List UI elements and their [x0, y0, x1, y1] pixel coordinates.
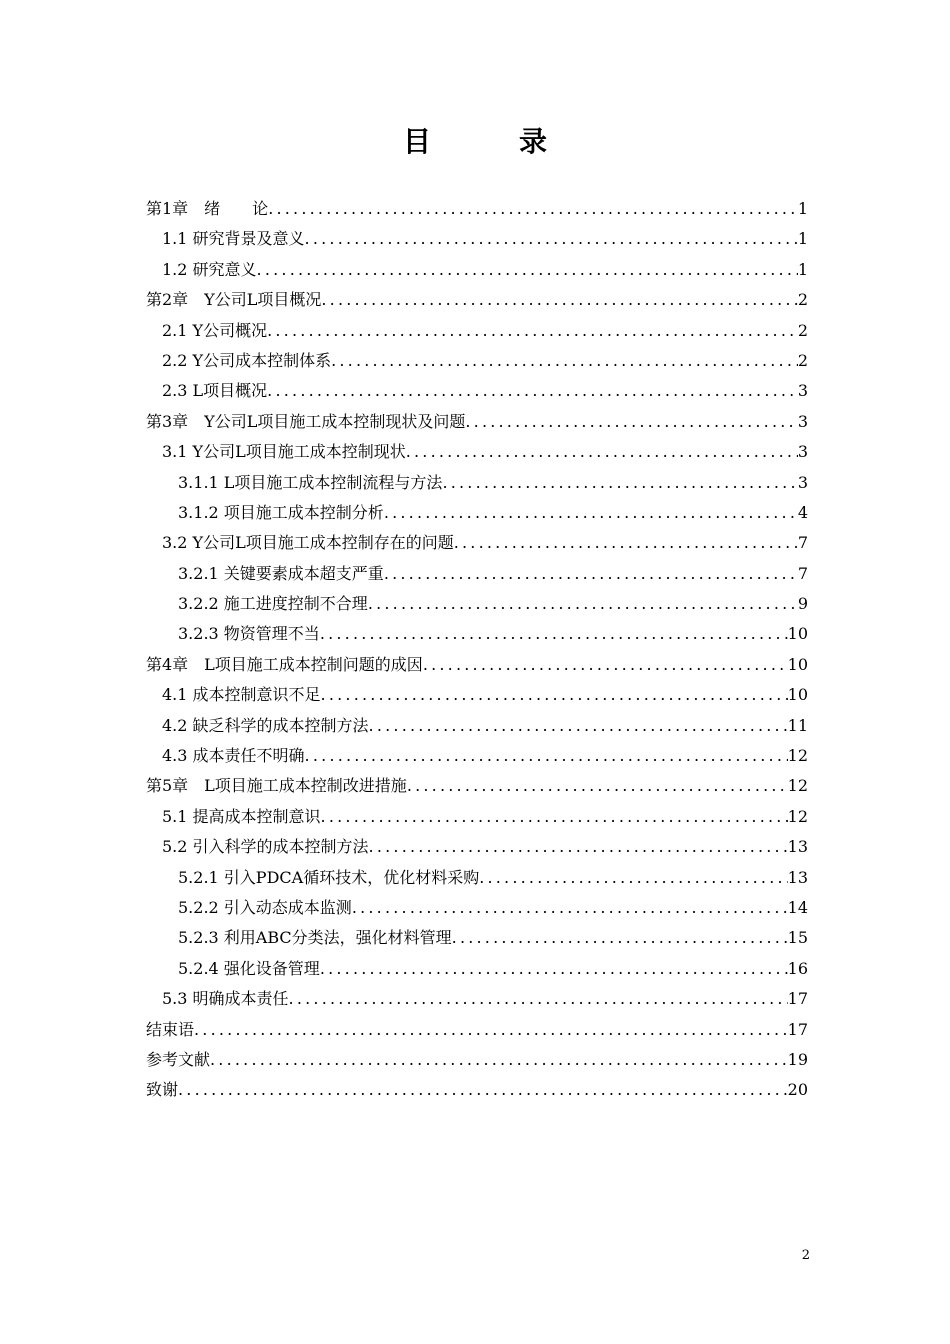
toc-leader-dots [320, 619, 788, 649]
toc-entry[interactable] [146, 650, 808, 680]
toc-entry[interactable] [146, 863, 808, 893]
toc-leader-dots [465, 407, 797, 437]
toc-entry-page: 7 [797, 533, 808, 553]
toc-entry[interactable] [146, 437, 808, 467]
toc-entry[interactable] [146, 893, 808, 923]
toc-entry-page: 13 [787, 867, 808, 887]
toc-entry[interactable] [146, 771, 808, 801]
toc-entry-page: 2 [797, 350, 808, 370]
toc-entry-title: 结束语 [146, 1019, 195, 1039]
toc-entry-title: 3.2 Y公司L项目施工成本控制存在的问题 [162, 533, 454, 553]
toc-entry-page: 3 [797, 411, 808, 431]
toc-entry-title: 第1章 绪 论 [146, 199, 269, 218]
toc-leader-dots [178, 1075, 788, 1105]
toc-entry-page: 17 [787, 1019, 808, 1039]
toc-entry[interactable] [146, 346, 808, 376]
toc-entry-page: 12 [787, 776, 808, 796]
toc-entry-page: 14 [787, 897, 808, 917]
toc-entry-page: 2 [797, 320, 808, 340]
toc-leader-dots [268, 194, 798, 224]
toc-entry[interactable] [146, 741, 808, 771]
toc-entry-title: 致谢 [146, 1080, 179, 1100]
toc-entry[interactable] [146, 680, 808, 710]
toc-entry[interactable] [146, 316, 808, 346]
toc-leader-dots [321, 285, 797, 315]
table-of-contents [146, 194, 808, 1106]
toc-entry[interactable] [146, 1075, 808, 1105]
toc-entry-page: 3 [797, 381, 808, 401]
toc-entry-title: 2.1 Y公司概况 [162, 320, 268, 340]
toc-entry[interactable] [146, 468, 808, 498]
toc-leader-dots [454, 528, 798, 558]
toc-entry-title: 5.3 明确成本责任 [162, 989, 289, 1009]
toc-entry-title: 4.1 成本控制意识不足 [162, 685, 321, 705]
toc-entry-title: 3.2.3 物资管理不当 [178, 624, 320, 644]
toc-leader-dots [289, 984, 788, 1014]
toc-leader-dots [384, 559, 798, 589]
toc-entry[interactable] [146, 923, 808, 953]
toc-leader-dots [305, 741, 788, 771]
toc-entry[interactable] [146, 194, 808, 224]
toc-entry[interactable] [146, 984, 808, 1014]
toc-entry-title: 2.2 Y公司成本控制体系 [162, 350, 332, 370]
toc-entry-title: 1.1 研究背景及意义 [162, 229, 305, 249]
toc-leader-dots [267, 316, 798, 346]
toc-entry-page: 7 [797, 563, 808, 583]
toc-entry[interactable] [146, 589, 808, 619]
toc-leader-dots [384, 498, 798, 528]
toc-entry-title: 参考文献 [146, 1049, 211, 1069]
toc-entry-page: 10 [787, 624, 808, 644]
toc-entry[interactable] [146, 376, 808, 406]
toc-entry-page: 17 [787, 989, 808, 1009]
toc-entry-title: 5.2.1 引入PDCA循环技术，优化材料采购 [178, 867, 480, 887]
toc-entry-page: 13 [787, 837, 808, 857]
toc-entry[interactable] [146, 1045, 808, 1075]
toc-leader-dots [257, 255, 798, 285]
toc-entry[interactable] [146, 1015, 808, 1045]
toc-leader-dots [479, 863, 787, 893]
toc-entry-page: 2 [797, 290, 808, 310]
toc-leader-dots [352, 893, 788, 923]
toc-leader-dots [321, 680, 788, 710]
toc-entry-title: 4.2 缺乏科学的成本控制方法 [162, 715, 369, 735]
toc-entry-title: 第2章 Y公司L项目概况 [146, 290, 322, 310]
toc-entry-page: 1 [797, 259, 808, 279]
toc-entry-page: 12 [787, 746, 808, 766]
toc-entry-title: 3.1.1 L项目施工成本控制流程与方法 [178, 472, 443, 492]
toc-entry[interactable] [146, 954, 808, 984]
toc-entry[interactable] [146, 802, 808, 832]
toc-entry[interactable] [146, 285, 808, 315]
toc-entry[interactable] [146, 559, 808, 589]
toc-entry-title: 3.2.2 施工进度控制不合理 [178, 594, 368, 614]
toc-entry-page: 20 [787, 1080, 808, 1100]
toc-leader-dots [305, 224, 798, 254]
toc-entry-page: 4 [797, 502, 808, 522]
toc-leader-dots [321, 802, 788, 832]
toc-entry-page: 16 [787, 958, 808, 978]
toc-entry[interactable] [146, 407, 808, 437]
toc-entry-title: 5.2.3 利用ABC分类法，强化材料管理 [178, 928, 452, 948]
toc-leader-dots [406, 437, 798, 467]
toc-entry-title: 3.2.1 关键要素成本超支严重 [178, 563, 384, 583]
toc-entry-title: 3.1 Y公司L项目施工成本控制现状 [162, 442, 406, 462]
toc-leader-dots [210, 1045, 788, 1075]
toc-entry-title: 5.2.2 引入动态成本监测 [178, 897, 352, 917]
toc-leader-dots [407, 771, 788, 801]
toc-entry[interactable] [146, 224, 808, 254]
toc-leader-dots [423, 650, 788, 680]
toc-entry[interactable] [146, 528, 808, 558]
toc-entry-title: 5.2 引入科学的成本控制方法 [162, 837, 369, 857]
toc-leader-dots [320, 954, 788, 984]
toc-entry-title: 4.3 成本责任不明确 [162, 746, 305, 766]
toc-entry-page: 1 [797, 229, 808, 249]
toc-leader-dots [368, 589, 798, 619]
toc-entry[interactable] [146, 619, 808, 649]
toc-entry-title: 第5章 L项目施工成本控制改进措施 [146, 776, 407, 796]
page-number: 2 [801, 1248, 810, 1263]
toc-entry[interactable] [146, 255, 808, 285]
toc-entry-page: 9 [797, 594, 808, 614]
toc-leader-dots [369, 711, 788, 741]
toc-entry-page: 12 [787, 806, 808, 826]
toc-leader-dots [442, 468, 797, 498]
toc-entry-title: 2.3 L项目概况 [162, 381, 268, 401]
toc-entry-title: 第3章 Y公司L项目施工成本控制现状及问题 [146, 411, 466, 431]
toc-title: 目 录 [402, 125, 577, 158]
toc-entry-title: 3.1.2 项目施工成本控制分析 [178, 502, 384, 522]
toc-entry-title: 5.2.4 强化设备管理 [178, 958, 320, 978]
toc-entry-title: 第4章 L项目施工成本控制问题的成因 [146, 654, 423, 674]
toc-entry[interactable] [146, 498, 808, 528]
toc-entry-page: 10 [787, 685, 808, 705]
toc-leader-dots [267, 376, 798, 406]
toc-entry-page: 3 [797, 472, 808, 492]
toc-entry[interactable] [146, 711, 808, 741]
toc-leader-dots [369, 832, 788, 862]
toc-entry-title: 5.1 提高成本控制意识 [162, 806, 321, 826]
toc-entry-page: 15 [787, 928, 808, 948]
toc-leader-dots [331, 346, 798, 376]
toc-entry[interactable] [146, 832, 808, 862]
toc-entry-page: 1 [797, 199, 808, 218]
toc-leader-dots [452, 923, 788, 953]
toc-entry-page: 3 [797, 442, 808, 462]
toc-entry-page: 11 [787, 715, 808, 735]
toc-entry-title: 1.2 研究意义 [162, 259, 257, 279]
toc-leader-dots [194, 1015, 788, 1045]
toc-entry-page: 10 [787, 654, 808, 674]
toc-entry-page: 19 [787, 1049, 808, 1069]
